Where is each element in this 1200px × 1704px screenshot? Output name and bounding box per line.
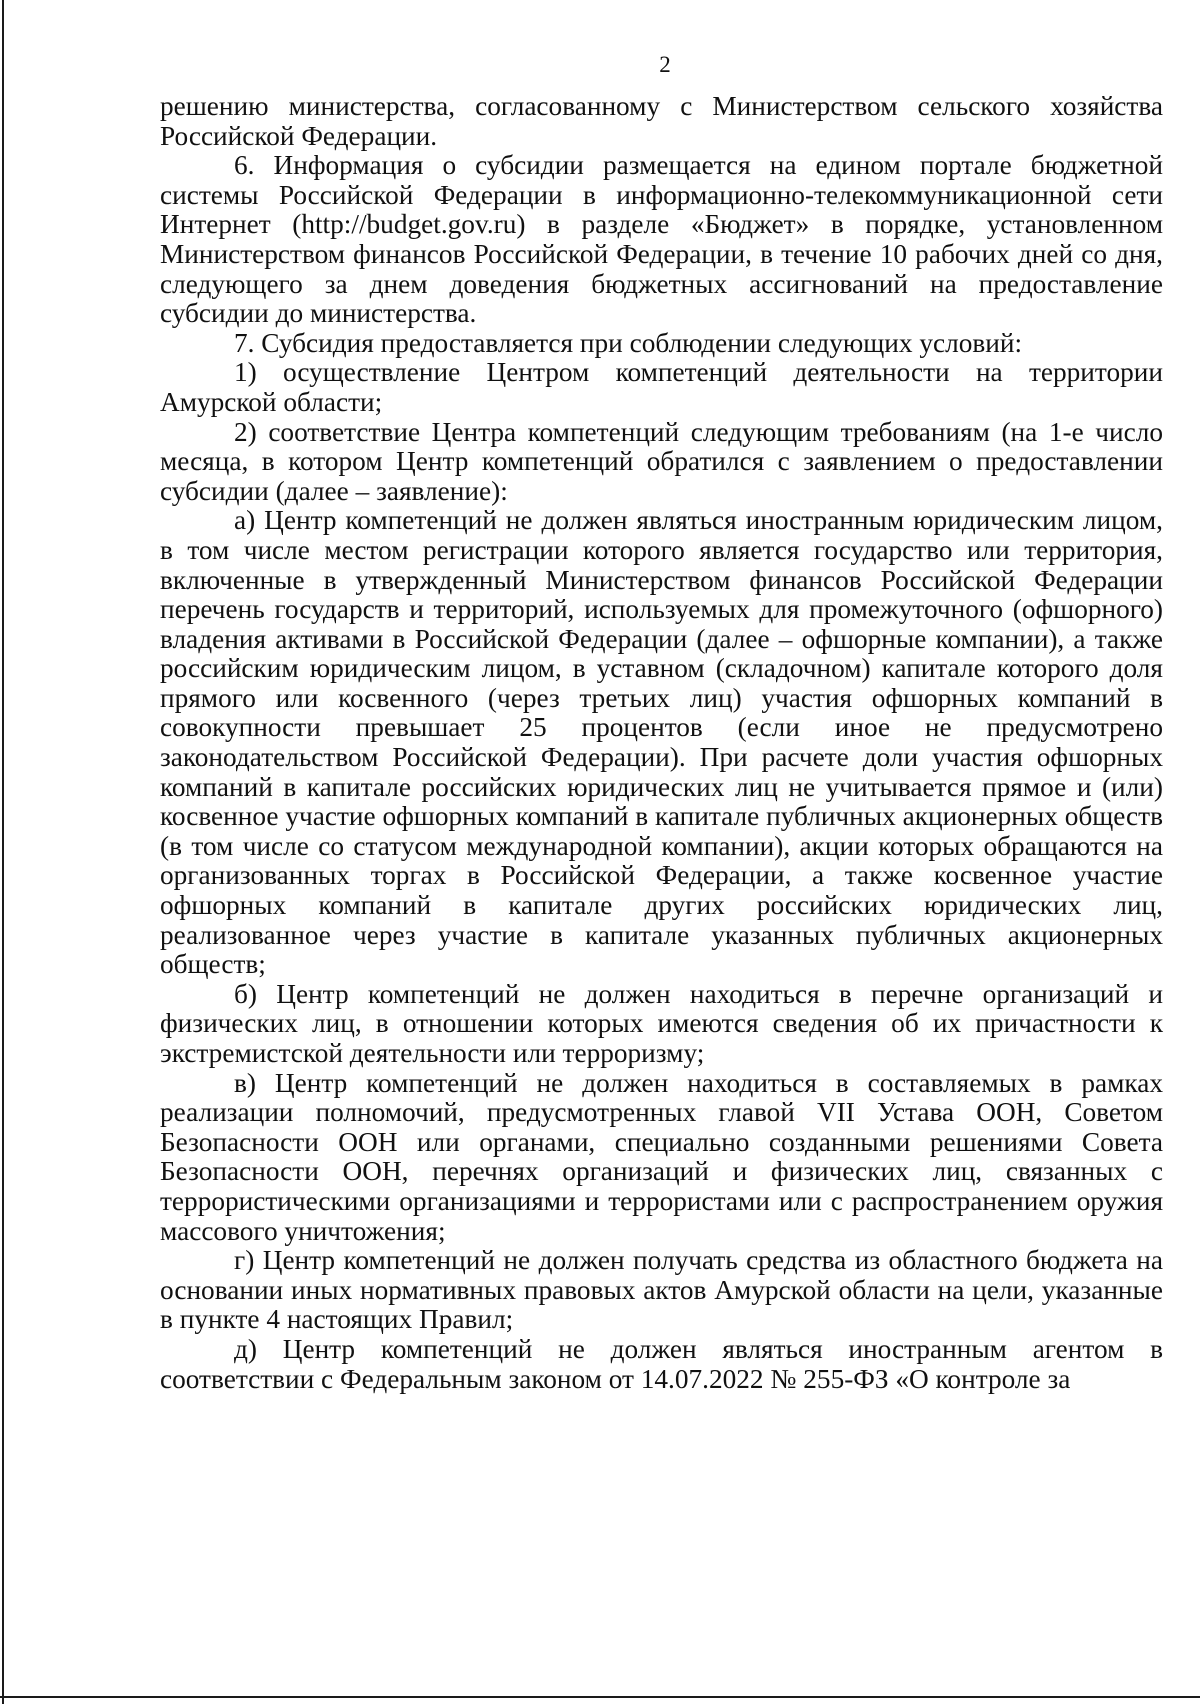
paragraph-requirement-b: б) Центр компетенций не должен находиться в перечне организаций и физических лиц, в отношении которых имеются сведения об их причастности к экстремистской деятельности или терроризму; <box>160 978 1163 1068</box>
paragraph-requirement-d: д) Центр компетенций не должен являться иностранным агентом в соответствии с Федеральным законом от 14.07.2022 № 255-ФЗ «О контроле за <box>160 1333 1163 1394</box>
paragraph-condition-1: 1) осуществление Центром компетенций деятельности на территории Амурской области; <box>160 357 1163 417</box>
paragraph-item-6: 6. Информация о субсидии размещается на едином портале бюджетной системы Российской Федерации в информационно-телекоммуникационной сети Интернет (http://budget.gov.ru) в разделе «Бюджет» в порядке, установленном Министерством финансов Российской Федерации, в течение 10 рабочих дней со дня, следующего за днем доведения бюджетных ассигнований на предоставление субсидии до министерства. <box>160 150 1163 329</box>
scan-left-edge <box>2 0 4 1704</box>
paragraph-item-7: 7. Субсидия предоставляется при соблюдении следующих условий: <box>234 327 1023 358</box>
paragraph-continuation: решению министерства, согласованному с Министерством сельского хозяйства Российской Федерации. <box>160 91 1163 151</box>
paragraph-requirement-v: в) Центр компетенций не должен находиться в составляемых в рамках реализации полномочий, предусмотренных главой VII Устава ООН, Советом Безопасности ООН или органами, специально созданными решениями Совета Безопасности ООН, перечнях организаций и физических лиц, связанных с террористическими организациями и террористами или с распространением оружия массового уничтожения; <box>160 1067 1163 1246</box>
paragraph-condition-2: 2) соответствие Центра компетенций следующим требованиям (на 1-е число месяца, в котором Центр компетенций обратился с заявлением о предоставлении субсидии (далее – заявление): <box>160 416 1163 506</box>
scan-bottom-edge <box>0 1696 1200 1698</box>
paragraph-requirement-g: г) Центр компетенций не должен получать средства из областного бюджета на основании иных нормативных правовых актов Амурской области на цели, указанные в пункте 4 настоящих Правил; <box>160 1245 1163 1335</box>
page-number: 2 <box>659 52 671 77</box>
paragraph-requirement-a: а) Центр компетенций не должен являться иностранным юридическим лицом, в том числе местом регистрации которого является государство или территория, включенные в утвержденный Министерством финансов Российской Федерации перечень государств и территорий, используемых для промежуточного (офшорного) владения активами в Российской Федерации (далее – офшорные компании), а также российским юридическим лицом, в уставном (складочном) капитале которого доля прямого или косвенного (через третьих лиц) участия офшорных компаний в совокупности превышает 25 процентов (если иное не предусмотрено законодательством Российской Федерации). При расчете доли участия офшорных компаний в капитале российских юридических лиц не учитывается прямое и (или) косвенное участие офшорных компаний в капитале публичных акционерных обществ (в том числе со статусом международной компании), акции которых обращаются на организованных торгах в Российской Федерации, а также косвенное участие офшорных компаний в капитале других российских юридических лиц, реализованное через участие в капитале указанных публичных акционерных обществ; <box>160 505 1163 980</box>
document-body <box>160 92 1163 1394</box>
